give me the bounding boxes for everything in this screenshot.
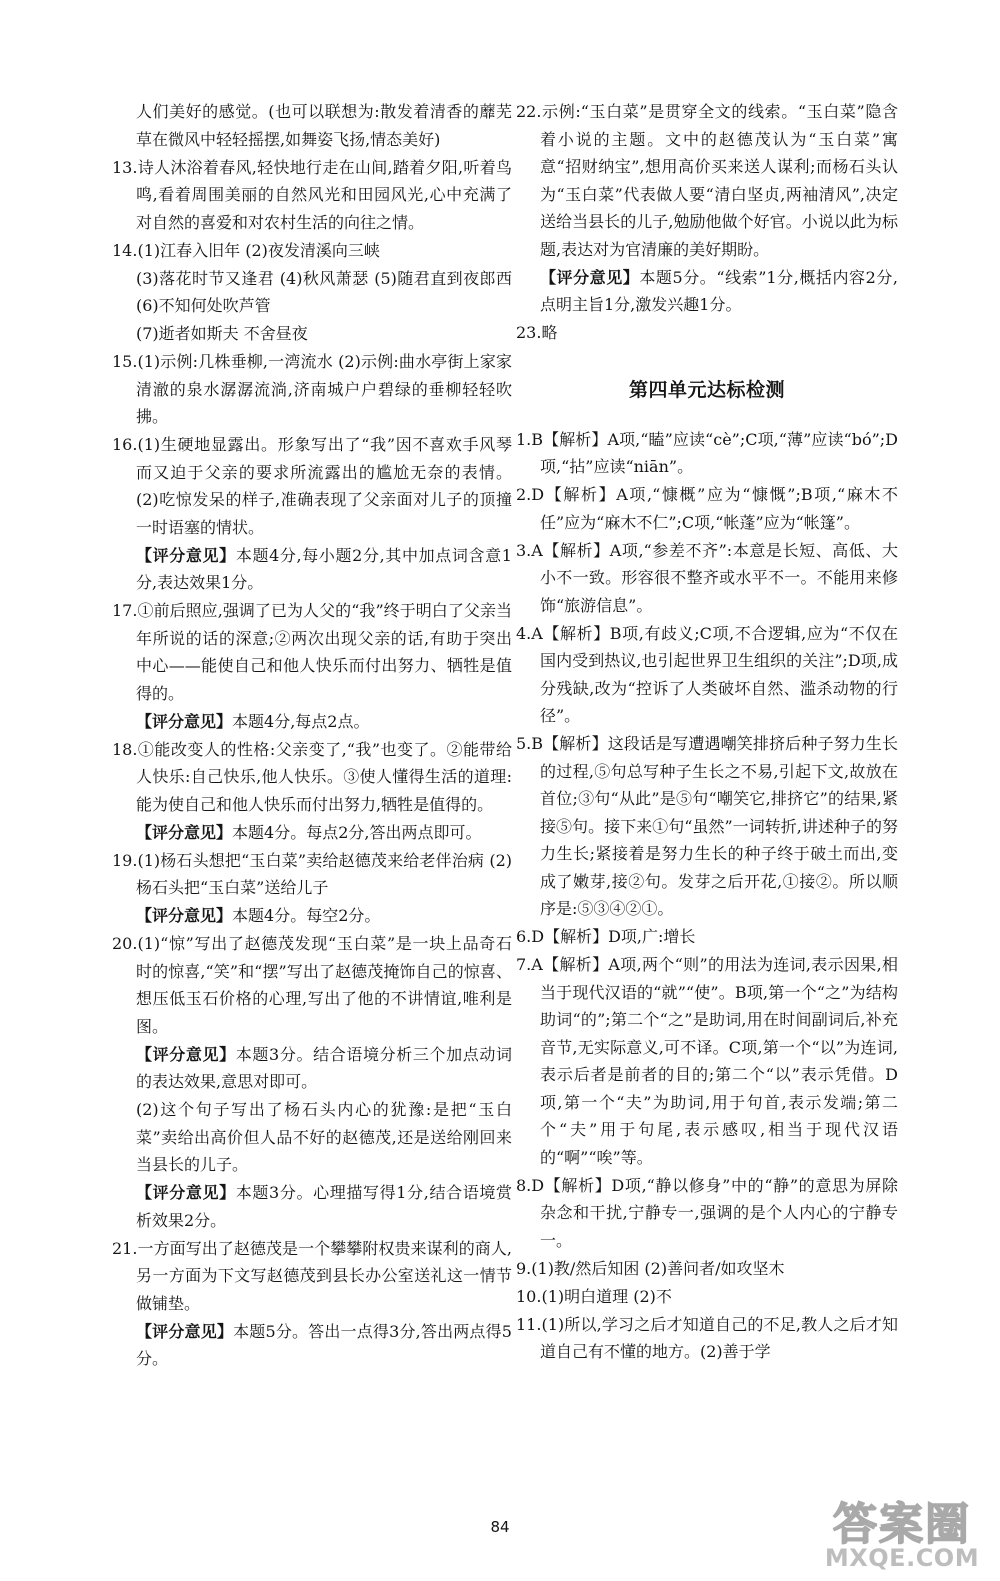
answer-text: (2)这个句子写出了杨石头内心的犹豫:是把“玉白菜”卖给出高价但人品不好的赵德茂,还是送给刚回来当县长的儿子。: [136, 1100, 512, 1174]
scoring-text: 本题4分。每点2分,答出两点即可。: [232, 822, 482, 842]
answer-text: (3)落花时节又逢君 (4)秋风萧瑟 (5)随君直到夜郎西 (6)不知何处吹芦管: [136, 268, 512, 315]
scoring-note: [112, 819, 512, 847]
scoring-note: [112, 902, 512, 930]
answer-text: 21.一方面写出了赵德茂是一个攀攀附权贵来谋利的商人,另一方面为下文写赵德茂到县长办公室送礼这一情节做铺垫。: [112, 1238, 512, 1313]
answer-item: [112, 847, 512, 902]
answer-text: 人们美好的感觉。(也可以联想为:散发着清香的蘼芜草在微风中轻轻摇摆,如舞姿飞扬,情态美好): [136, 102, 512, 149]
answer-text: 9.(1)教/然后知困 (2)善问者/如攻坚木: [516, 1258, 785, 1278]
answer-item: [516, 1255, 898, 1283]
answer-text: 5.B【解析】这段话是写遭遇嘲笑排挤后种子努力生长的过程,⑤句总写种子生长之不易,引起下文,故放在首位;③句“从此”是⑤句“嘲笑它,排挤它”的结果,紧接⑤句。接下来①句“虽然”一词转折,讲述种子的努力生长;紧接着是努力生长的种子终于破土而出,变成了嫩芽,接②句。发芽之后开花,①接②。所以顺序是:⑤③④②①。: [516, 734, 898, 918]
answer-text: 3.A【解析】A项,“参差不齐”:本意是长短、高低、大小不一致。形容很不整齐或水平不一。不能用来修饰“旅游信息”。: [516, 540, 898, 615]
answer-item: [516, 481, 898, 536]
scoring-label: 【评分意见】: [136, 711, 233, 731]
answer-item: [516, 319, 898, 347]
answer-text: 4.A【解析】B项,有歧义;C项,不合逻辑,应为“不仅在国内受到热议,也引起世界卫生组织的关注”;D项,成分残缺,改为“控诉了人类破坏自然、滥杀动物的行径”。: [516, 623, 898, 725]
answer-text: 16.(1)生硬地显露出。形象写出了“我”因不喜欢手风琴而又迫于父亲的要求所流露出的尴尬无奈的表情。 (2)吃惊发呆的样子,准确表现了父亲面对儿子的顶撞一时语塞的情状。: [112, 435, 512, 537]
answer-continuation: [112, 98, 512, 153]
answer-item: [112, 1235, 512, 1318]
answer-item: [516, 1172, 898, 1255]
answer-text: 18.①能改变人的性格:父亲变了,“我”也变了。②能带给人快乐:自己快乐,他人快乐。③使人懂得生活的道理:能为使自己和他人快乐而付出努力,牺牲是值得的。: [112, 739, 512, 814]
scoring-text: 本题4分,每小题2分,其中加点词含意1分,表达效果1分。: [136, 545, 512, 592]
right-column: [516, 98, 898, 1366]
scoring-note: [516, 264, 898, 319]
scoring-label: 【评分意见】: [136, 822, 233, 842]
scoring-text: 本题3分。心理描写得1分,结合语境赏析效果2分。: [136, 1183, 512, 1230]
answer-item: [112, 736, 512, 819]
answer-text: 23.略: [516, 323, 558, 342]
scoring-label: 【评分意见】: [136, 906, 233, 925]
answer-item: [112, 237, 512, 265]
scoring-note: [112, 542, 512, 597]
answer-text: 22.示例:“玉白菜”是贯穿全文的线索。“玉白菜”隐含着小说的主题。文中的赵德茂认为“玉白菜”寓意“招财纳宝”,想用高价买来送人谋利;而杨石头认为“玉白菜”代表做人要“清白坚贞,两袖清风”,决定送给当县长的儿子,勉励他做个好官。小说以此为标题,表达对为官清廉的美好期盼。: [516, 102, 898, 259]
page-number: 84: [490, 1518, 510, 1536]
answer-continuation: [112, 320, 512, 348]
scoring-label: 【评分意见】: [136, 1183, 236, 1202]
answer-text: 6.D【解析】D项,广:增长: [516, 927, 696, 946]
answer-item: [516, 730, 898, 923]
answer-continuation: [112, 265, 512, 320]
answer-text: 1.B【解析】A项,“瞌”应读“cè”;C项,“薄”应读“bó”;D项,“拈”应读“niān”。: [516, 429, 898, 476]
scoring-text: 本题5分。答出一点得3分,答出两点得5分。: [136, 1321, 512, 1368]
scoring-text: 本题4分,每点2点。: [232, 711, 370, 731]
answer-text: 7.A【解析】A项,两个“则”的用法为连词,表示因果,相当于现代汉语的“就”“使”。B项,第一个“之”为结构助词“的”;第二个“之”是助词,用在时间副词后,补充音节,无实际意义,可不译。C项,第一个“以”为连词,表示后者是前者的目的;第二个“以”表示凭借。D项,第一个“夫”为助词,用于句首,表示发端;第二个“夫”用于句尾,表示感叹,相当于现代汉语的“啊”“唉”等。: [516, 955, 898, 1167]
answer-item: [112, 154, 512, 237]
scoring-label: 【评分意见】: [136, 545, 236, 565]
answer-item: [516, 1311, 898, 1366]
scoring-text: 本题3分。结合语境分析三个加点动词的表达效果,意思对即可。: [136, 1044, 512, 1091]
answer-continuation: [112, 1096, 512, 1179]
scoring-note: [112, 1318, 512, 1373]
answer-text: 17.①前后照应,强调了已为人父的“我”终于明白了父亲当年所说的话的深意;②两次出现父亲的话,有助于突出中心——能使自己和他人快乐而付出努力、牺牲是值得的。: [112, 601, 512, 703]
answer-text: 19.(1)杨石头想把“玉白菜”卖给赵德茂来给老伴治病 (2)杨石头把“玉白菜”送给儿子: [112, 850, 512, 897]
answer-item: [112, 597, 512, 707]
answer-text: 8.D【解析】D项,“静以修身”中的“静”的意思为屏除杂念和干扰,宁静专一,强调的是个人内心的宁静专一。: [516, 1175, 898, 1250]
scoring-note: [112, 1179, 512, 1234]
answer-text: 10.(1)明白道理 (2)不: [516, 1286, 672, 1306]
scoring-text: 本题4分。每空2分。: [232, 906, 381, 925]
answer-item: [516, 1283, 898, 1311]
watermark-title: 答案圈: [833, 1499, 971, 1550]
answer-item: [516, 620, 898, 730]
answer-text: (7)逝者如斯夫 不舍昼夜: [136, 324, 308, 343]
answer-item: [516, 537, 898, 620]
answer-item: [516, 951, 898, 1171]
left-column: [112, 98, 512, 1373]
scoring-note: [112, 1041, 512, 1096]
answer-item: [112, 348, 512, 431]
watermark-logo: [818, 1488, 986, 1574]
scoring-label: 【评分意见】: [136, 1321, 234, 1341]
answer-item: [112, 431, 512, 541]
answer-item: [112, 930, 512, 1040]
answer-text: 20.(1)“惊”写出了赵德茂发现“玉白菜”是一块上品奇石时的惊喜,“笑”和“摆”写出了赵德茂掩饰自己的惊喜、想压低玉石价格的心理,写出了他的不讲情谊,唯利是图。: [112, 934, 512, 1036]
scoring-note: [112, 708, 512, 736]
section-heading: 第四单元达标检测: [628, 378, 785, 401]
answer-item: [516, 98, 898, 263]
answer-item: [516, 923, 898, 951]
answer-text: 2.D【解析】A项,“慷概”应为“慷慨”;B项,“麻木不任”应为“麻木不仁”;C项,“帐蓬”应为“帐篷”。: [516, 485, 898, 532]
answer-text: 13.诗人沐浴着春风,轻快地行走在山间,踏着夕阳,听着鸟鸣,看着周围美丽的自然风光和田园风光,心中充满了对自然的喜爱和对农村生活的向往之情。: [112, 157, 512, 232]
scoring-text: 本题5分。“线索”1分,概括内容2分,点明主旨1分,激发兴趣1分。: [540, 267, 898, 314]
answer-item: [516, 426, 898, 481]
scoring-label: 【评分意见】: [136, 1044, 236, 1064]
answer-text: 15.(1)示例:几株垂柳,一湾流水 (2)示例:曲水亭街上家家清澈的泉水潺潺流淌,济南城户户碧绿的垂柳轻轻吹拂。: [112, 352, 512, 426]
watermark-site: MXQE.COM: [824, 1544, 980, 1572]
answer-text: 11.(1)所以,学习之后才知道自己的不足,教人之后才知道自己有不懂的地方。(2)善于学: [516, 1314, 898, 1361]
scoring-label: 【评分意见】: [540, 267, 640, 287]
answer-text: 14.(1)江春入旧年 (2)夜发清溪向三峡: [112, 240, 380, 260]
